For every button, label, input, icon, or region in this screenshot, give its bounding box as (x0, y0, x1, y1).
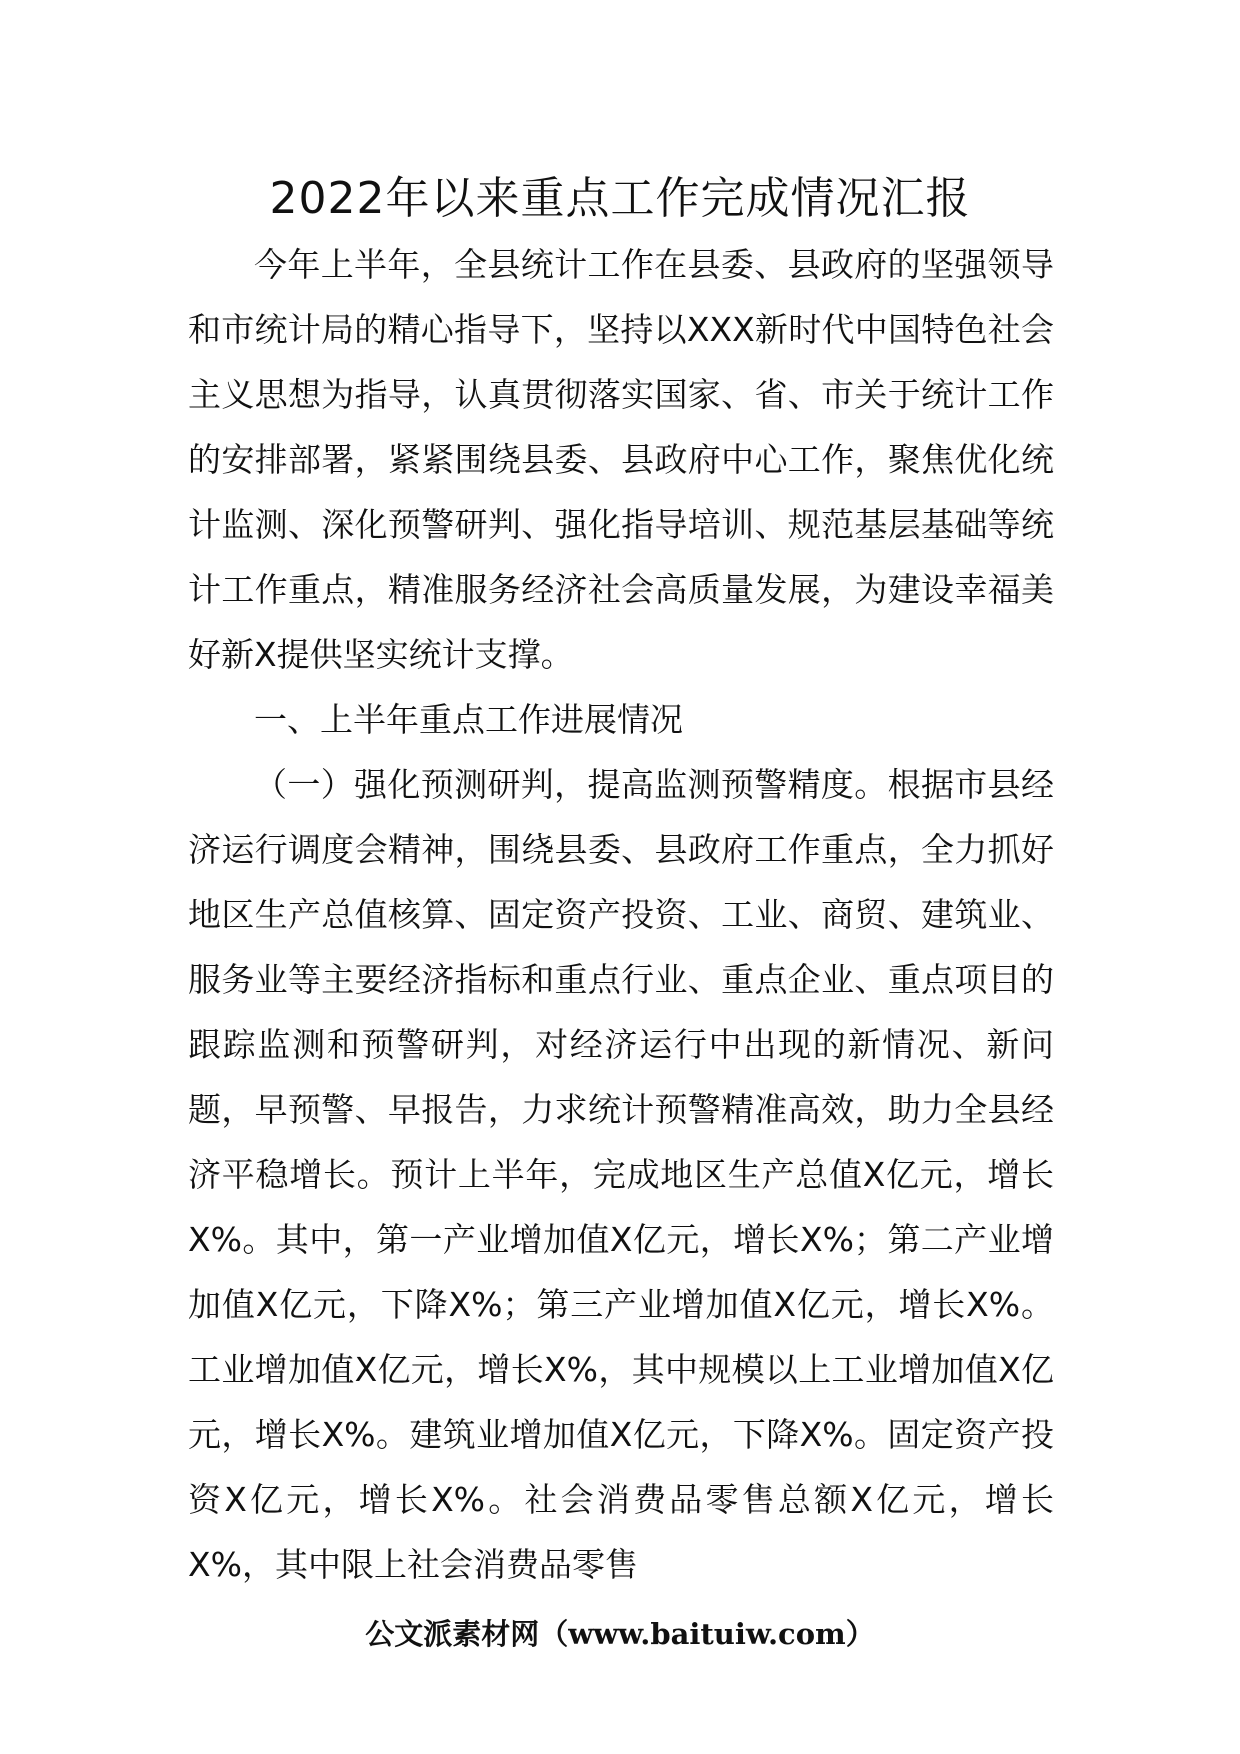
intro-paragraph: 今年上半年，全县统计工作在县委、县政府的坚强领导和市统计局的精心指导下，坚持以XXX新时代中国特色社会主义思想为指导，认真贯彻落实国家、省、市关于统计工作的安排部署，紧紧围绕县委、县政府中心工作，聚焦优化统计监测、深化预警研判、强化指导培训、规范基层基础等统计工作重点，精准服务经济社会高质量发展，为建设幸福美好新X提供坚实统计支撑。 (188, 245, 1054, 674)
subsection-paragraph: （一）强化预测研判，提高监测预警精度。根据市县经济运行调度会精神，围绕县委、县政府工作重点，全力抓好地区生产总值核算、固定资产投资、工业、商贸、建筑业、服务业等主要经济指标和重点行业、重点企业、重点项目的跟踪监测和预警研判，对经济运行中出现的新情况、新问题，早预警、早报告，力求统计预警精准高效，助力全县经济平稳增长。预计上半年，完成地区生产总值X亿元，增长X%。其中，第一产业增加值X亿元，增长X%；第二产业增加值X亿元，下降X%；第三产业增加值X亿元，增长X%。工业增加值X亿元，增长X%，其中规模以上工业增加值X亿元，增长X%。建筑业增加值X亿元，下降X%。固定资产投资X亿元，增长X%。社会消费品零售总额X亿元，增长X%，其中限上社会消费品零售 (188, 765, 1054, 1584)
source-footer: 公文派素材网（www.baituiw.com） (365, 1617, 875, 1651)
section-heading: 一、上半年重点工作进展情况 (254, 700, 683, 739)
document-body (188, 232, 1054, 1597)
document-title: 2022年以来重点工作完成情况汇报 (269, 173, 971, 224)
